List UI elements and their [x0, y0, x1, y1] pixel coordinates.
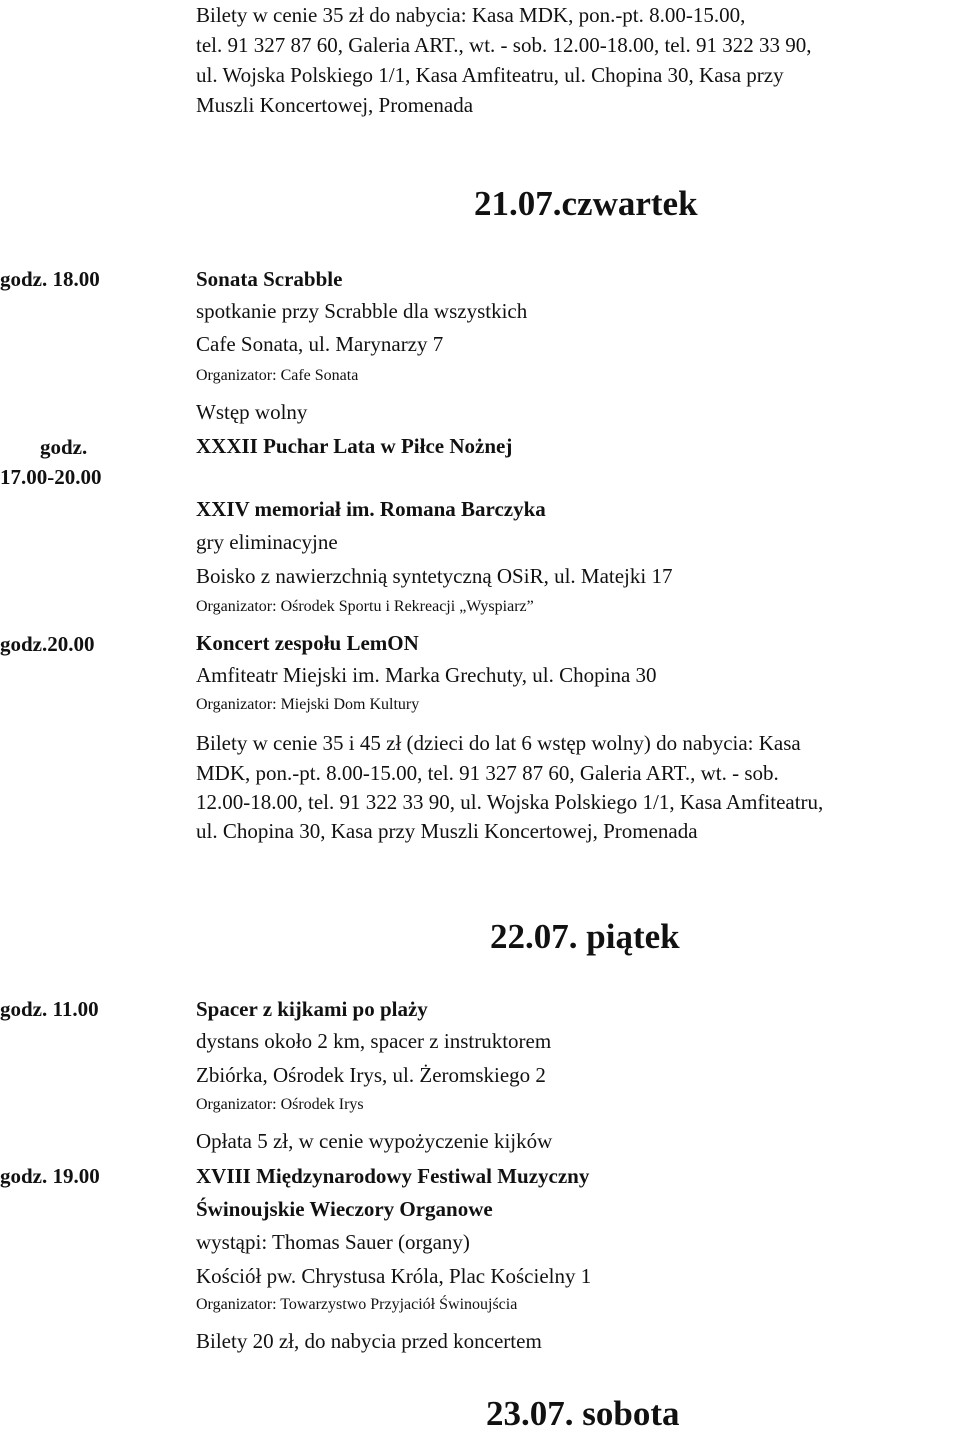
day-heading: 21.07.czwartek	[474, 184, 698, 223]
event-place: Boisko z nawierzchnią syntetyczną OSiR, ul. Matejki 17	[196, 564, 673, 588]
ticket-line: 12.00-18.00, tel. 91 322 33 90, ul. Wojska Polskiego 1/1, Kasa Amfiteatru,	[196, 790, 824, 814]
event-title: XVIII Międzynarodowy Festiwal Muzyczny	[196, 1164, 590, 1188]
event-organizer: Organizator: Towarzystwo Przyjaciół Świnoujścia	[196, 1296, 518, 1313]
event-title: Sonata Scrabble	[196, 267, 343, 291]
event-time: godz.20.00	[0, 632, 95, 656]
event-subtitle: Świnoujskie Wieczory Organowe	[196, 1197, 493, 1221]
event-performer: wystąpi: Thomas Sauer (organy)	[196, 1230, 470, 1254]
ticket-line: Bilety w cenie 35 i 45 zł (dzieci do lat 6 wstęp wolny) do nabycia: Kasa	[196, 731, 801, 755]
event-title: Spacer z kijkami po plaży	[196, 997, 428, 1021]
intro-line: Bilety w cenie 35 zł do nabycia: Kasa MDK, pon.-pt. 8.00-15.00,	[196, 3, 746, 27]
event-subtitle: XXIV memoriał im. Romana Barczyka	[196, 497, 546, 521]
ticket-line: ul. Chopina 30, Kasa przy Muszli Koncertowej, Promenada	[196, 819, 698, 843]
event-time: godz.	[40, 435, 88, 459]
event-description: gry eliminacyjne	[196, 530, 338, 554]
event-description: dystans około 2 km, spacer z instruktorem	[196, 1029, 552, 1053]
event-time: godz. 19.00	[0, 1164, 100, 1188]
ticket-line: MDK, pon.-pt. 8.00-15.00, tel. 91 327 87 60, Galeria ART., wt. - sob.	[196, 761, 779, 785]
event-organizer: Organizator: Cafe Sonata	[196, 367, 359, 384]
event-organizer: Organizator: Miejski Dom Kultury	[196, 696, 420, 713]
event-place: Kościół pw. Chrystusa Króla, Plac Kościelny 1	[196, 1264, 592, 1288]
event-time: godz. 11.00	[0, 997, 99, 1021]
event-place: Zbiórka, Ośrodek Irys, ul. Żeromskiego 2	[196, 1063, 546, 1087]
intro-line: tel. 91 327 87 60, Galeria ART., wt. - sob. 12.00-18.00, tel. 91 322 33 90,	[196, 33, 812, 57]
ticket-info: Bilety 20 zł, do nabycia przed koncertem	[196, 1329, 542, 1353]
intro-line: ul. Wojska Polskiego 1/1, Kasa Amfiteatru, ul. Chopina 30, Kasa przy	[196, 63, 784, 87]
event-note: Wstęp wolny	[196, 400, 308, 424]
event-organizer: Organizator: Ośrodek Sportu i Rekreacji „Wyspiarz”	[196, 598, 534, 615]
event-title: Koncert zespołu LemON	[196, 631, 419, 655]
event-place: Amfiteatr Miejski im. Marka Grechuty, ul. Chopina 30	[196, 663, 657, 687]
event-fee: Opłata 5 zł, w cenie wypożyczenie kijków	[196, 1129, 553, 1153]
event-title: XXXII Puchar Lata w Piłce Nożnej	[196, 434, 513, 458]
event-description: spotkanie przy Scrabble dla wszystkich	[196, 299, 528, 323]
event-organizer: Organizator: Ośrodek Irys	[196, 1096, 364, 1113]
intro-line: Muszli Koncertowej, Promenada	[196, 93, 474, 117]
event-time: 17.00-20.00	[0, 465, 102, 489]
day-heading: 22.07. piątek	[490, 917, 680, 956]
day-heading: 23.07. sobota	[486, 1394, 680, 1433]
event-time: godz. 18.00	[0, 267, 100, 291]
event-place: Cafe Sonata, ul. Marynarzy 7	[196, 332, 444, 356]
